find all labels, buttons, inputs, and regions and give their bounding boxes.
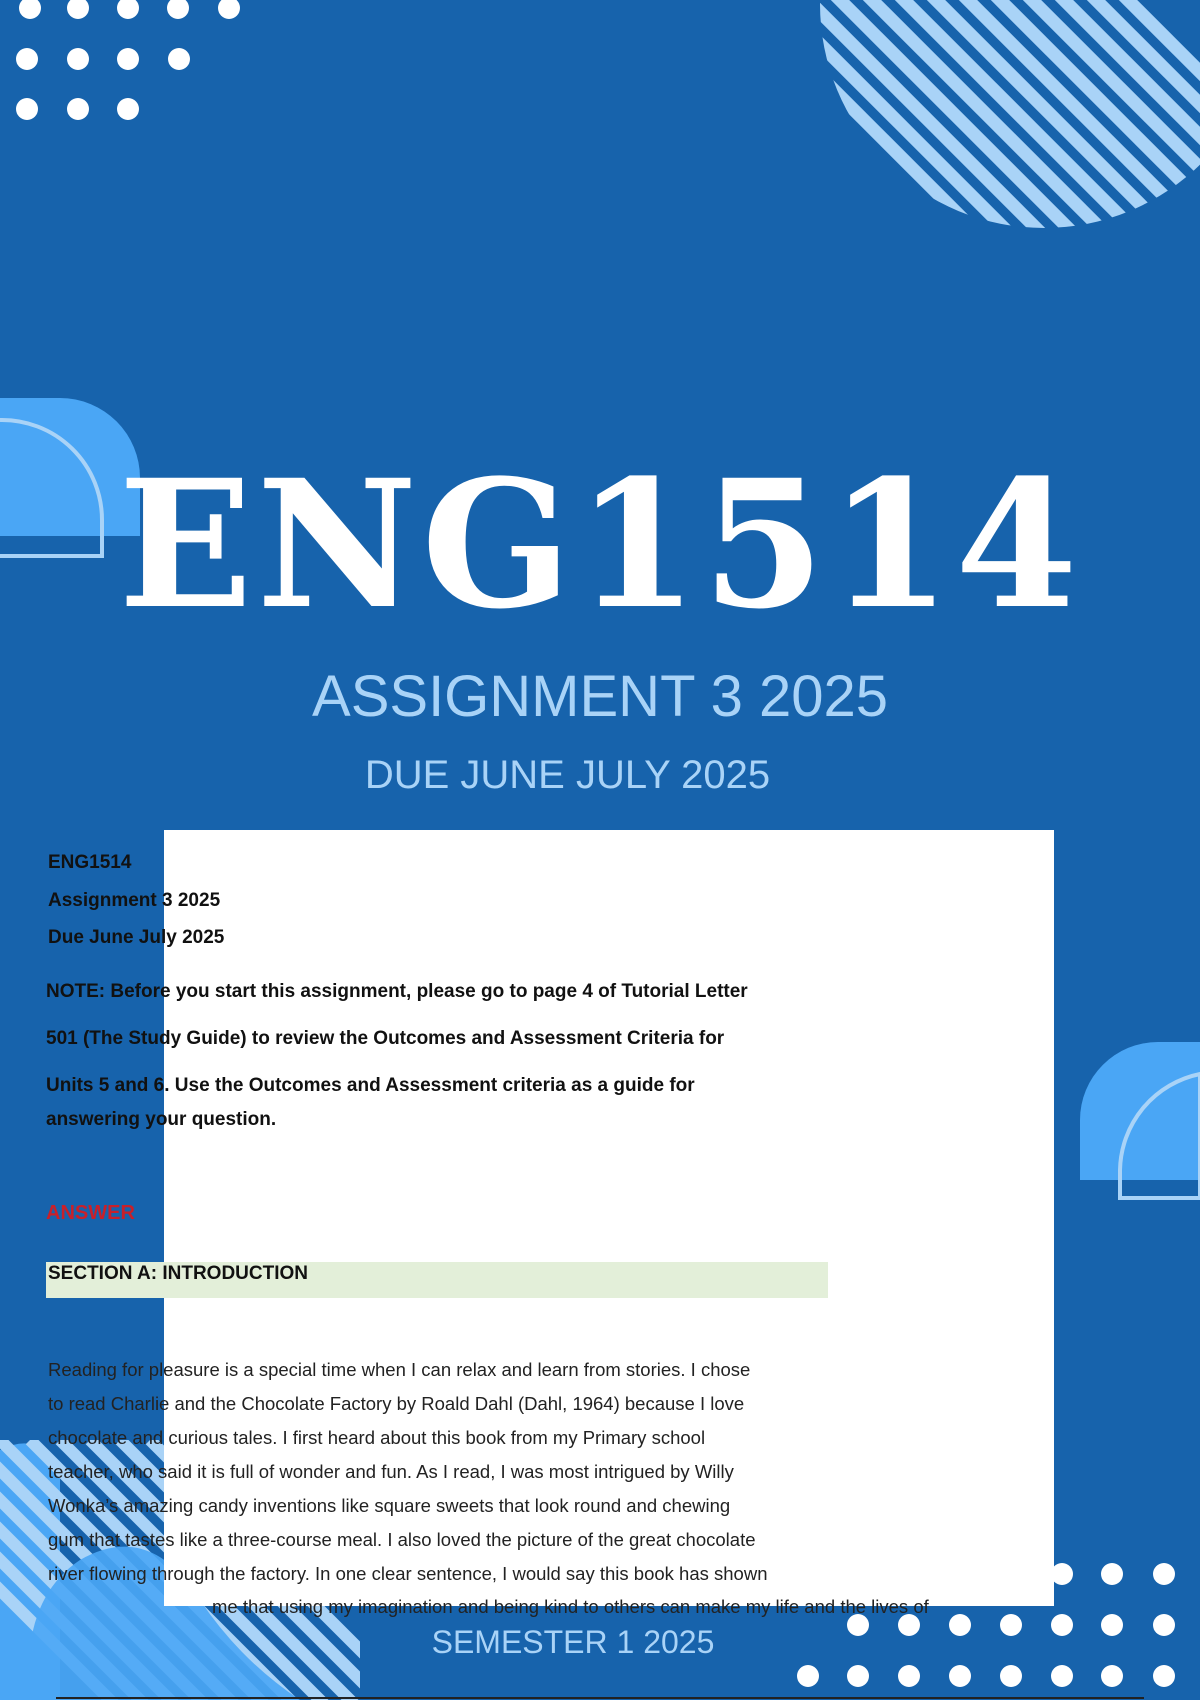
answer-label: ANSWER xyxy=(46,1202,135,1224)
paragraph-line: to read Charlie and the Chocolate Factory by Roald Dahl (Dahl, 1964) because I love xyxy=(48,1393,745,1414)
paragraph-line: chocolate and curious tales. I first heard about this book from my Primary school xyxy=(48,1427,706,1448)
document-preview xyxy=(164,830,1054,1606)
due-date-line: DUE JUNE JULY 2025 xyxy=(364,753,771,797)
paragraph-line: Reading for pleasure is a special time when I can relax and learn from stories. I chose xyxy=(48,1359,751,1380)
paragraph-line: teacher, who said it is full of wonder and fun. As I read, I was most intrigued by Willy xyxy=(48,1461,734,1482)
doc-course-code: ENG1514 xyxy=(48,852,132,873)
paragraph-line: gum that tastes like a three-course meal. I also loved the picture of the great chocolate xyxy=(48,1529,756,1550)
semester-label: SEMESTER 1 2025 xyxy=(431,1624,715,1660)
paragraph-clip xyxy=(164,1590,1054,1617)
doc-due-line: Due June July 2025 xyxy=(48,927,225,948)
section-title: SECTION A: INTRODUCTION xyxy=(48,1263,309,1284)
dot-grid-top-left xyxy=(16,0,240,120)
note-line: 501 (The Study Guide) to review the Outcomes and Assessment Criteria for xyxy=(46,1028,725,1049)
assignment-title: ASSIGNMENT 3 2025 xyxy=(312,664,888,729)
quarter-shape-right xyxy=(1080,1042,1200,1198)
paragraph-line: river flowing through the factory. In one clear sentence, I would say this book has shown xyxy=(48,1563,768,1584)
note-line: NOTE: Before you start this assignment, please go to page 4 of Tutorial Letter xyxy=(46,981,748,1002)
note-line: Units 5 and 6. Use the Outcomes and Assessment criteria as a guide for xyxy=(46,1075,695,1096)
paragraph-line: me that using my imagination and being kind to others can make my life and the lives of xyxy=(212,1596,929,1617)
course-code-title: ENG1514 xyxy=(118,441,1082,648)
doc-assignment-line: Assignment 3 2025 xyxy=(48,890,221,911)
footer-divider xyxy=(56,1697,1144,1699)
note-line: answering your question. xyxy=(46,1109,277,1130)
paragraph-line: Wonka’s amazing candy inventions like square sweets that look round and chewing xyxy=(48,1495,731,1516)
